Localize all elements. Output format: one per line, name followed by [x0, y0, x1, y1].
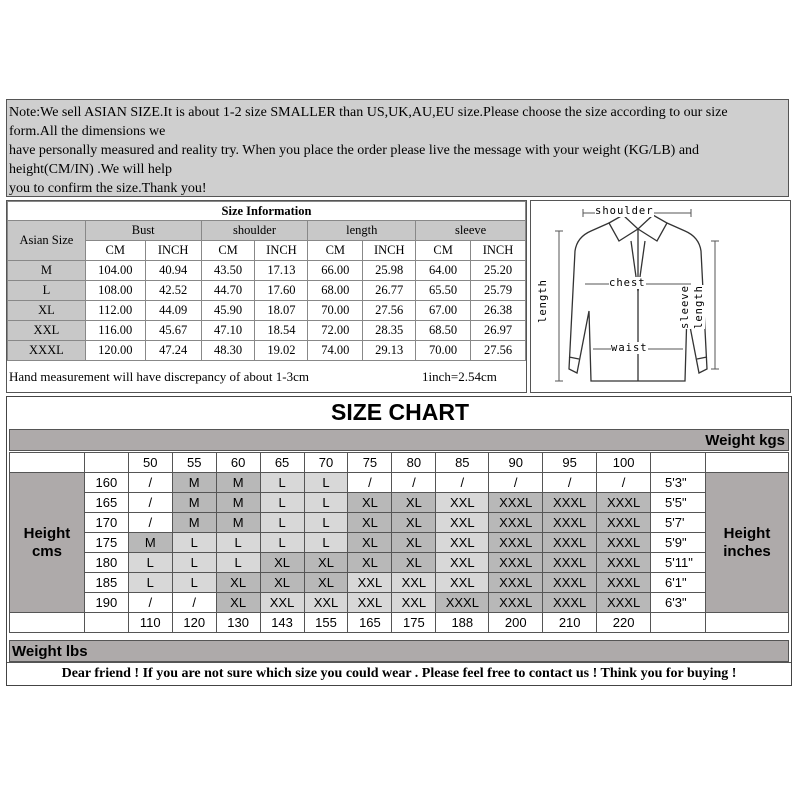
size-cell: / [128, 493, 172, 513]
unit-header: CM [416, 241, 471, 261]
note-line: have personally measured and reality try. When you place the order please live the message with your weight (KG/LB) and [9, 143, 700, 158]
weight-kg-cell: 95 [543, 453, 597, 473]
size-information-panel [6, 200, 527, 393]
sleeve-length-label: length [693, 285, 705, 329]
size-cell: XL [304, 573, 348, 593]
size-chart-panel [6, 396, 792, 686]
size-cell: XXXL [597, 533, 651, 553]
size-cell: XXL [392, 573, 436, 593]
size-cell: XXXL [543, 493, 597, 513]
size-cell: / [489, 473, 543, 493]
size-cell: XL [348, 513, 392, 533]
weight-kgs-row [10, 453, 789, 473]
size-cell: L [304, 533, 348, 553]
size-cell: XXXL [543, 553, 597, 573]
measurement-cell: 27.56 [363, 301, 416, 321]
weight-kg-cell: 65 [260, 453, 304, 473]
height-inch-cell: 5'9" [651, 533, 706, 553]
note-line: Note:We sell ASIAN SIZE.It is about 1-2 size SMALLER than US,UK,AU,EU size.Please choose the size according to our size [9, 105, 728, 120]
height-cm-cell: 190 [84, 593, 128, 613]
measurement-cell: 18.54 [255, 321, 308, 341]
weight-kg-cell: 60 [216, 453, 260, 473]
height-inch-cell: 5'7' [651, 513, 706, 533]
measurement-cell: 104.00 [85, 261, 145, 281]
weight-lb-cell: 130 [216, 613, 260, 633]
measurement-cell: 70.00 [416, 341, 471, 361]
shoulder-header: shoulder [201, 221, 308, 241]
size-cell: L [172, 533, 216, 553]
size-cell: L [128, 553, 172, 573]
measurement-cell: 25.98 [363, 261, 416, 281]
measurement-cell: 27.56 [471, 341, 526, 361]
size-cell: XXL [304, 593, 348, 613]
size-cell: XL [216, 593, 260, 613]
weight-lb-cell: 165 [348, 613, 392, 633]
size-cell: XL [392, 553, 436, 573]
size-cell: / [348, 473, 392, 493]
measurement-cell: 17.60 [255, 281, 308, 301]
note-line: you to confirm the size.Thank you! [9, 181, 207, 196]
size-cell: XL [8, 301, 86, 321]
measurement-cell: 29.13 [363, 341, 416, 361]
measurement-cell: 68.50 [416, 321, 471, 341]
measurement-cell: 74.00 [308, 341, 363, 361]
size-cell: XXXL [489, 513, 543, 533]
table-row [8, 321, 526, 341]
size-cell: L [260, 533, 304, 553]
measurement-cell: 65.50 [416, 281, 471, 301]
blank-cell [706, 453, 789, 473]
size-cell: / [436, 473, 489, 493]
size-cell: XXXL [543, 593, 597, 613]
bust-header: Bust [85, 221, 201, 241]
weight-lbs-label: Weight lbs [9, 640, 789, 662]
height-cm-cell: 170 [84, 513, 128, 533]
size-cell: XL [216, 573, 260, 593]
height-cms-text: cms [31, 542, 62, 560]
size-cell: XXXL [597, 593, 651, 613]
size-cell: L [8, 281, 86, 301]
size-cell: XXXL [597, 573, 651, 593]
size-cell: L [260, 493, 304, 513]
weight-lb-cell: 200 [489, 613, 543, 633]
measurement-cell: 17.13 [255, 261, 308, 281]
height-cms-label [10, 473, 85, 613]
waist-label: waist [611, 342, 648, 354]
height-cms-text: Height [23, 524, 71, 542]
height-inch-cell: 5'5" [651, 493, 706, 513]
size-cell: XXL [436, 533, 489, 553]
size-cell: L [304, 493, 348, 513]
size-cell: XL [260, 553, 304, 573]
measurement-cell: 25.20 [471, 261, 526, 281]
weight-lb-cell: 210 [543, 613, 597, 633]
size-cell: XXXL [543, 573, 597, 593]
weight-kg-cell: 50 [128, 453, 172, 473]
height-inches-label [706, 473, 789, 613]
inch-conversion-note: 1inch=2.54cm [422, 369, 497, 384]
measurement-cell: 67.00 [416, 301, 471, 321]
shirt-measurement-diagram [530, 200, 791, 393]
measurement-cell: 45.90 [201, 301, 255, 321]
measurement-cell: 70.00 [308, 301, 363, 321]
weight-kg-cell: 85 [436, 453, 489, 473]
height-inch-cell: 5'3" [651, 473, 706, 493]
size-cell: M [216, 513, 260, 533]
weight-lb-cell: 120 [172, 613, 216, 633]
height-cm-cell: 165 [84, 493, 128, 513]
size-cell: XXL [436, 493, 489, 513]
blank-cell [651, 453, 706, 473]
height-inches-text: inches [723, 542, 771, 560]
blank-cell [10, 453, 85, 473]
size-cell: M [172, 493, 216, 513]
weight-kg-cell: 70 [304, 453, 348, 473]
contact-footer-message: Dear friend ! If you are not sure which size you could wear . Please feel free to contact us ! Think you for buying ! [7, 662, 791, 686]
weight-lb-cell: 155 [304, 613, 348, 633]
size-cell: XL [348, 533, 392, 553]
measurement-cell: 26.38 [471, 301, 526, 321]
size-cell: / [128, 513, 172, 533]
size-cell: XXXL [597, 553, 651, 573]
measurement-cell: 18.07 [255, 301, 308, 321]
height-cm-cell: 160 [84, 473, 128, 493]
weight-lb-cell: 175 [392, 613, 436, 633]
size-cell: XXXL [436, 593, 489, 613]
table-row [8, 301, 526, 321]
unit-header: CM [308, 241, 363, 261]
weight-kg-cell: 90 [489, 453, 543, 473]
blank-cell [706, 613, 789, 633]
size-cell: XL [260, 573, 304, 593]
weight-kgs-label: Weight kgs [9, 429, 789, 451]
size-cell: / [392, 473, 436, 493]
note-line: height(CM/IN) .We will help [9, 162, 172, 177]
measurement-cell: 19.02 [255, 341, 308, 361]
shirt-icon [531, 201, 790, 392]
table-row [10, 573, 789, 593]
measurement-cell: 120.00 [85, 341, 145, 361]
measurement-cell: 72.00 [308, 321, 363, 341]
measurement-cell: 44.09 [145, 301, 201, 321]
measurement-cell: 45.67 [145, 321, 201, 341]
shoulder-label: shoulder [595, 205, 654, 217]
size-chart-table [9, 452, 789, 633]
measurement-cell: 116.00 [85, 321, 145, 341]
measurement-cell: 68.00 [308, 281, 363, 301]
measurement-cell: 42.52 [145, 281, 201, 301]
size-cell: XXXL [8, 341, 86, 361]
table-row [10, 473, 789, 493]
size-cell: L [216, 553, 260, 573]
weight-lb-cell: 220 [597, 613, 651, 633]
measurement-cell: 108.00 [85, 281, 145, 301]
size-cell: M [216, 473, 260, 493]
size-cell: XXXL [597, 493, 651, 513]
unit-header: INCH [471, 241, 526, 261]
hand-measurement-note: Hand measurement will have discrepancy of about 1-3cm [9, 369, 309, 384]
size-cell: L [304, 513, 348, 533]
size-cell: M [172, 513, 216, 533]
unit-header: CM [201, 241, 255, 261]
height-inch-cell: 5'11" [651, 553, 706, 573]
size-cell: XL [304, 553, 348, 573]
size-cell: L [172, 573, 216, 593]
measurement-cell: 66.00 [308, 261, 363, 281]
measurement-cell: 64.00 [416, 261, 471, 281]
table-row [8, 341, 526, 361]
table-row [10, 513, 789, 533]
size-cell: XXL [436, 513, 489, 533]
measurement-cell: 47.10 [201, 321, 255, 341]
size-cell: XL [392, 513, 436, 533]
asian-size-header: Asian Size [8, 221, 86, 261]
size-cell: / [543, 473, 597, 493]
height-cm-cell: 185 [84, 573, 128, 593]
size-cell: XXL [348, 593, 392, 613]
size-cell: XL [392, 533, 436, 553]
sleeve-label: sleeve [679, 285, 691, 329]
note-line: form.All the dimensions we [9, 124, 166, 139]
size-cell: XXL [392, 593, 436, 613]
measurement-cell: 40.94 [145, 261, 201, 281]
unit-header: CM [85, 241, 145, 261]
table-row [10, 533, 789, 553]
measurement-cell: 48.30 [201, 341, 255, 361]
height-cm-cell: 175 [84, 533, 128, 553]
table-row [10, 593, 789, 613]
height-inch-cell: 6'1" [651, 573, 706, 593]
unit-header: INCH [363, 241, 416, 261]
length-header: length [308, 221, 416, 241]
size-cell: XXL [260, 593, 304, 613]
size-information-table [7, 201, 526, 379]
size-cell: L [216, 533, 260, 553]
weight-kg-cell: 55 [172, 453, 216, 473]
sleeve-header: sleeve [416, 221, 526, 241]
size-note [6, 99, 789, 197]
table-row [8, 261, 526, 281]
table-row [8, 281, 526, 301]
size-chart-title: SIZE CHART [331, 399, 469, 425]
height-cm-cell: 180 [84, 553, 128, 573]
size-cell: L [260, 473, 304, 493]
unit-header: INCH [145, 241, 201, 261]
measurement-cell: 26.77 [363, 281, 416, 301]
size-cell: L [128, 573, 172, 593]
measurement-cell: 25.79 [471, 281, 526, 301]
weight-kg-cell: 100 [597, 453, 651, 473]
blank-cell [84, 613, 128, 633]
size-information-title: Size Information [8, 202, 526, 221]
size-cell: XXXL [489, 533, 543, 553]
unit-header-row [8, 241, 526, 261]
size-cell: XXXL [543, 513, 597, 533]
size-cell: XL [348, 493, 392, 513]
size-cell: M [172, 473, 216, 493]
size-cell: XXL [348, 573, 392, 593]
size-cell: XL [392, 493, 436, 513]
size-cell: XXXL [489, 493, 543, 513]
measurement-cell: 28.35 [363, 321, 416, 341]
height-inches-text: Height [723, 524, 771, 542]
weight-lb-cell: 143 [260, 613, 304, 633]
unit-header: INCH [255, 241, 308, 261]
weight-lbs-row [10, 613, 789, 633]
measurement-cell: 112.00 [85, 301, 145, 321]
height-inch-cell: 6'3" [651, 593, 706, 613]
size-cell: / [172, 593, 216, 613]
length-label: length [537, 279, 549, 323]
chest-label: chest [609, 277, 646, 289]
blank-cell [10, 613, 85, 633]
size-cell: M [8, 261, 86, 281]
blank-cell [84, 453, 128, 473]
weight-lb-cell: 110 [128, 613, 172, 633]
size-cell: XXXL [489, 593, 543, 613]
size-cell: XXL [436, 553, 489, 573]
size-cell: M [128, 533, 172, 553]
weight-kg-cell: 75 [348, 453, 392, 473]
size-cell: XXXL [597, 513, 651, 533]
measurement-cell: 44.70 [201, 281, 255, 301]
size-cell: XXXL [489, 573, 543, 593]
size-cell: L [304, 473, 348, 493]
measurement-cell: 47.24 [145, 341, 201, 361]
weight-lb-cell: 188 [436, 613, 489, 633]
size-cell: XXXL [543, 533, 597, 553]
size-cell: / [128, 593, 172, 613]
size-cell: XXXL [489, 553, 543, 573]
size-cell: / [597, 473, 651, 493]
size-cell: XL [348, 553, 392, 573]
size-cell: / [128, 473, 172, 493]
measurement-cell: 26.97 [471, 321, 526, 341]
size-cell: XXL [8, 321, 86, 341]
blank-cell [651, 613, 706, 633]
size-cell: M [216, 493, 260, 513]
size-cell: L [260, 513, 304, 533]
measurement-cell: 43.50 [201, 261, 255, 281]
weight-kg-cell: 80 [392, 453, 436, 473]
table-row [10, 553, 789, 573]
size-cell: XXL [436, 573, 489, 593]
table-row [10, 493, 789, 513]
size-cell: L [172, 553, 216, 573]
